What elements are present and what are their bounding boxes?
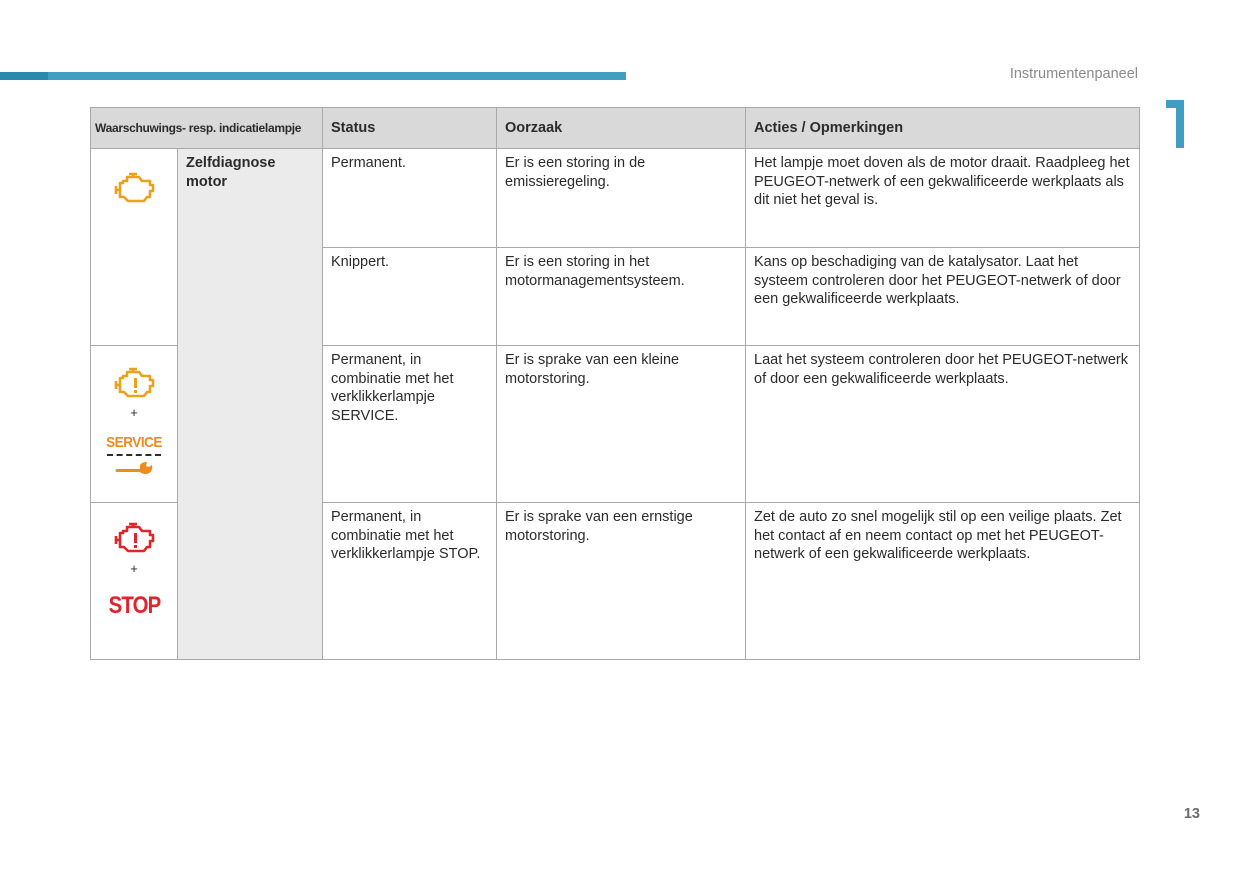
lamp-cell-stop (91, 503, 178, 660)
plus-sign: + (130, 405, 138, 420)
table-row (91, 149, 1140, 248)
status-cell: Knippert. (323, 248, 497, 346)
column-header-actions: Acties / Opmerkingen (746, 108, 1140, 149)
engine-warning-amber-icon (112, 366, 156, 400)
chapter-number (1158, 96, 1198, 152)
actions-cell: Kans op beschadiging van de katalysator. Laat het systeem controleren door het PEUGEOT-netwerk of door een gekwalificeerde werkplaats. (746, 248, 1140, 346)
actions-cell: Zet de auto zo snel mogelijk stil op een veilige plaats. Zet het contact af en neem contact op met het PEUGEOT-netwerk of een gekwalificeerde werkplaats. (746, 503, 1140, 660)
status-cell: Permanent, in combinatie met het verklikkerlampje STOP. (323, 503, 497, 660)
cause-cell: Er is een storing in de emissieregeling. (497, 149, 746, 248)
service-label: SERVICE (106, 433, 162, 451)
column-header-cause: Oorzaak (497, 108, 746, 149)
section-title: Instrumentenpaneel (1009, 66, 1138, 82)
cause-cell: Er is een storing in het motormanagementsysteem. (497, 248, 746, 346)
page-number: 13 (1183, 806, 1200, 822)
chapter-number-glyph (1158, 96, 1198, 152)
actions-cell: Het lampje moet doven als de motor draait. Raadpleeg het PEUGEOT-netwerk of een gekwalificeerde werkplaats als dit niet het geval is. (746, 149, 1140, 248)
stop-label: STOP (108, 591, 160, 619)
cause-cell: Er is sprake van een kleine motorstoring. (497, 346, 746, 503)
lamp-cell-service (91, 346, 178, 503)
function-label-cell: Zelfdiagnose motor (178, 149, 323, 660)
top-accent-bar (0, 72, 626, 80)
status-cell: Permanent, in combinatie met het verklikkerlampje SERVICE. (323, 346, 497, 503)
top-accent-bar-dark (0, 72, 48, 80)
engine-warning-red-icon (112, 521, 156, 555)
dashed-divider (107, 454, 161, 456)
column-header-lamp: Waarschuwings- resp. indicatielampje (91, 108, 323, 149)
cause-cell: Er is sprake van een ernstige motorstoring. (497, 503, 746, 660)
wrench-icon (114, 461, 154, 479)
engine-check-amber-icon (112, 171, 156, 205)
warning-lamp-table (90, 107, 1140, 660)
column-header-status: Status (323, 108, 497, 149)
table-header-row (91, 108, 1140, 149)
lamp-cell-amber (91, 149, 178, 346)
actions-cell: Laat het systeem controleren door het PEUGEOT-netwerk of door een gekwalificeerde werkplaats. (746, 346, 1140, 503)
plus-sign: + (130, 561, 138, 576)
status-cell: Permanent. (323, 149, 497, 248)
